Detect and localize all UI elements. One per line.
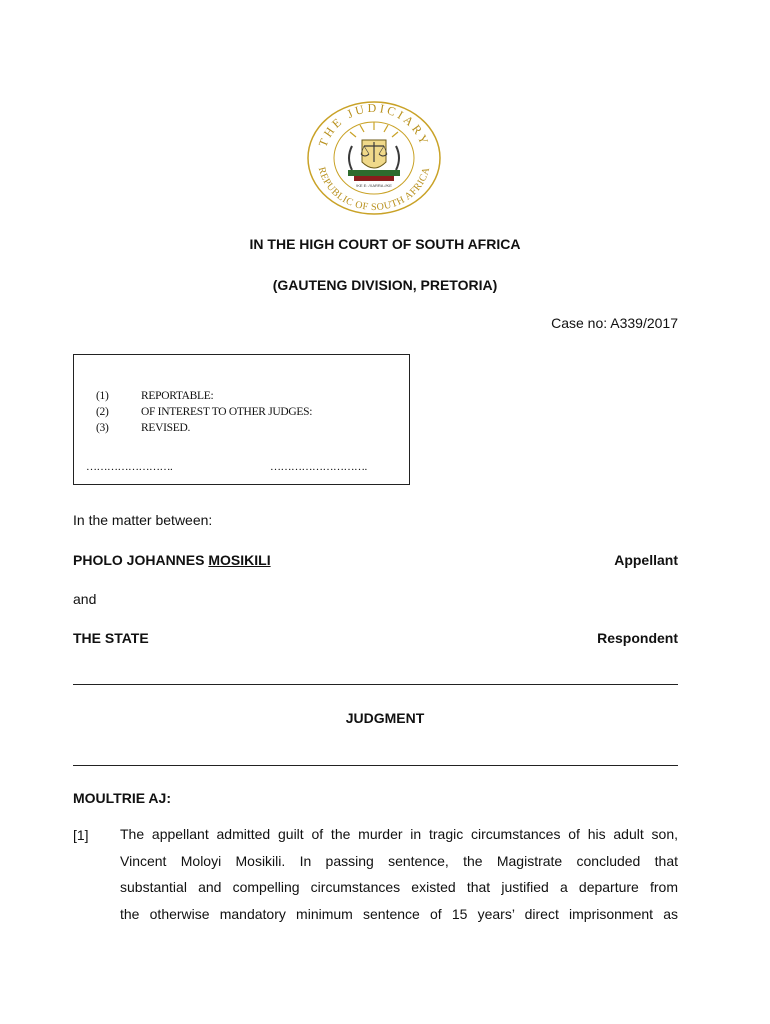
court-title: IN THE HIGH COURT OF SOUTH AFRICA: [249, 236, 521, 252]
box-item-label: REPORTABLE:: [141, 390, 214, 402]
appellant-surname: MOSIKILI: [208, 552, 271, 568]
box-item-number: (1): [96, 390, 109, 402]
box-item-label: OF INTEREST TO OTHER JUDGES:: [141, 406, 313, 418]
appellant-role: Appellant: [614, 552, 678, 568]
respondent-role: Respondent: [597, 630, 678, 646]
divider-bottom: [73, 765, 678, 766]
box-item-reportable: [96, 390, 213, 402]
judge-name: MOULTRIE AJ:: [73, 790, 171, 806]
box-item-interest: [96, 406, 312, 418]
reportable-box: [73, 354, 410, 485]
box-item-label: REVISED.: [141, 422, 191, 434]
paragraph-number: [1]: [73, 827, 89, 843]
box-item-number: (3): [96, 422, 109, 434]
svg-text:!KE E: /XARRA //KE: !KE E: /XARRA //KE: [356, 183, 392, 188]
paragraph-line: substantial and compelling circumstances existed that justified a departure from: [120, 879, 678, 895]
paragraph-line: the otherwise mandatory minimum sentence of 15 years’ direct imprisonment as: [120, 905, 678, 922]
svg-text:THE JUDICIARY: THE JUDICIARY: [315, 100, 433, 149]
box-item-number: (2): [96, 406, 109, 418]
matter-intro: In the matter between:: [73, 512, 213, 528]
date-line: …………………….: [86, 461, 173, 473]
case-number: Case no: A339/2017: [551, 315, 678, 331]
respondent-name: THE STATE: [73, 630, 149, 646]
court-division: (GAUTENG DIVISION, PRETORIA): [272, 277, 498, 293]
judiciary-seal: [302, 100, 446, 216]
paragraph-line: Vincent Moloyi Mosikili. In passing sentence, the Magistrate concluded that: [120, 852, 678, 869]
judgment-title: JUDGMENT: [345, 710, 425, 726]
box-item-revised: [96, 422, 190, 434]
svg-text:REPUBLIC OF SOUTH AFRICA: REPUBLIC OF SOUTH AFRICA: [315, 165, 433, 214]
paragraph-line: The appellant admitted guilt of the murder in tragic circumstances of his adult son,: [120, 826, 678, 842]
appellant-name: [73, 552, 271, 568]
signature-line: ……………………….: [270, 461, 367, 473]
judgment-paragraph: [120, 821, 678, 927]
and-text: and: [73, 591, 97, 607]
divider-top: [73, 684, 678, 685]
appellant-first-names: PHOLO JOHANNES: [73, 552, 205, 568]
